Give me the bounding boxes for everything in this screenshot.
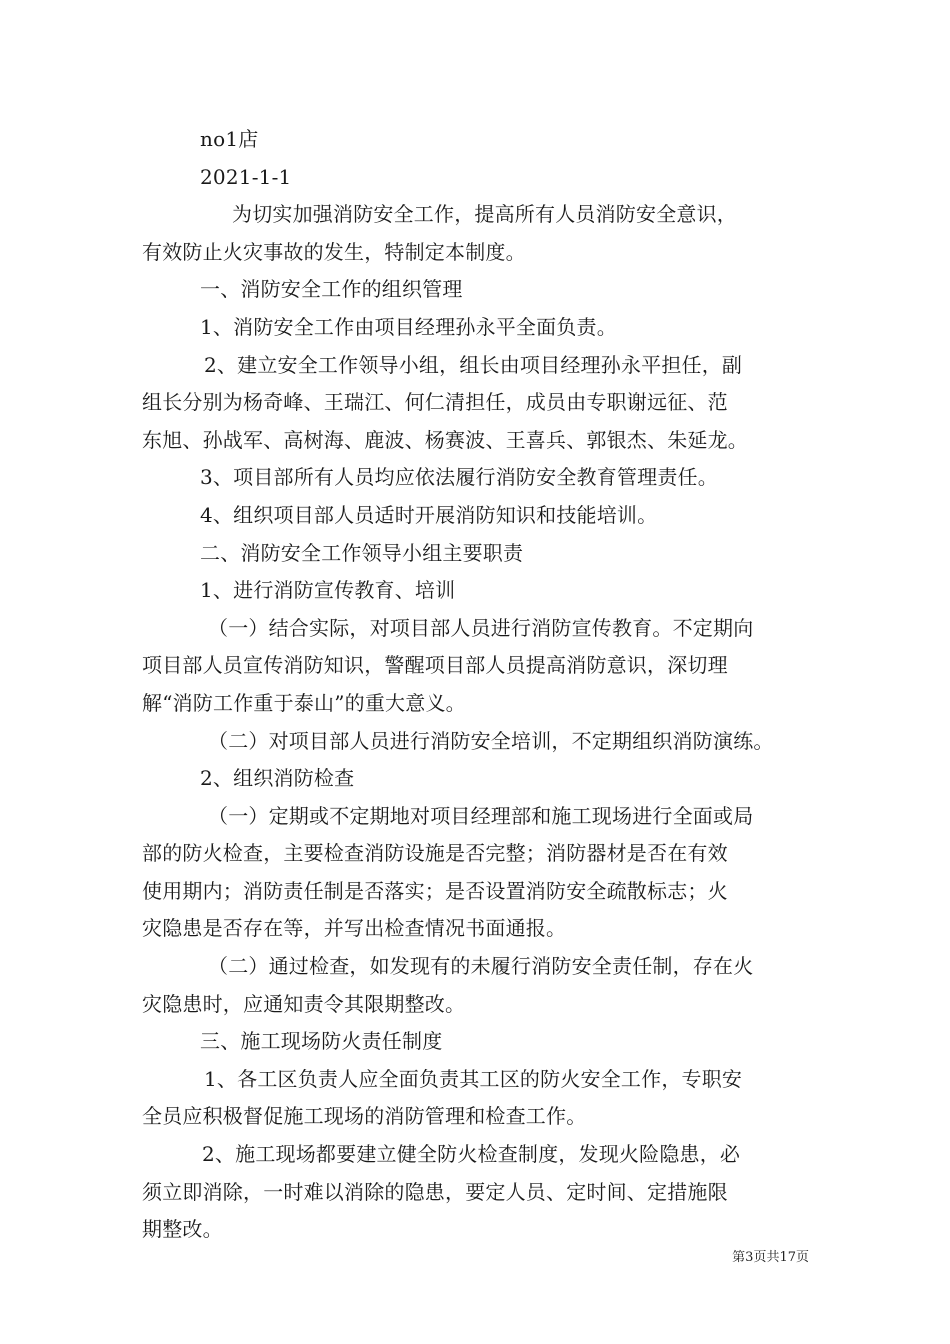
paragraph-row: 项目部人员宣传消防知识，警醒项目部人员提高消防意识，深切理 — [142, 653, 728, 678]
section-2-sub-2-heading: 2、组织消防检查 — [200, 766, 355, 791]
section-3-item-1 — [142, 1061, 812, 1136]
section-1-heading: 一、消防安全工作的组织管理 — [200, 277, 463, 302]
paragraph-row: 1、各工区负责人应全面负责其工区的防火安全工作，专职安 — [204, 1066, 743, 1091]
section-2-sub-2-paragraph-1 — [142, 798, 812, 948]
section-1-item-1: 1、消防安全工作由项目经理孙永平全面负责。 — [200, 314, 617, 339]
paragraph-row: 东旭、孙战军、高树海、鹿波、杨赛波、王喜兵、郭银杰、朱延龙。 — [142, 427, 748, 452]
document-body — [142, 121, 812, 1249]
section-2-sub-1-paragraph-1 — [142, 610, 812, 723]
section-1-item-3: 3、项目部所有人员均应依法履行消防安全教育管理责任。 — [200, 465, 718, 490]
page-number: 第3页共17页 — [732, 1250, 809, 1265]
paragraph-row: 部的防火检查，主要检查消防设施是否完整；消防器材是否在有效 — [142, 841, 728, 866]
intro-row: 为切实加强消防安全工作，提高所有人员消防安全意识， — [232, 202, 737, 227]
section-2-sub-1-heading: 1、进行消防宣传教育、培训 — [200, 578, 456, 603]
intro-paragraph — [142, 196, 812, 271]
paragraph-row: 灾隐患时，应通知责令其限期整改。 — [142, 991, 466, 1016]
section-2-sub-2-paragraph-2 — [142, 948, 812, 1023]
section-2-heading: 二、消防安全工作领导小组主要职责 — [200, 540, 524, 565]
section-1-item-2 — [142, 347, 812, 460]
paragraph-row: 灾隐患是否存在等，并写出检查情况书面通报。 — [142, 916, 567, 941]
section-3-heading: 三、施工现场防火责任制度 — [200, 1029, 443, 1054]
intro-row: 有效防止火灾事故的发生，特制定本制度。 — [142, 239, 526, 264]
paragraph-row: 期整改。 — [142, 1217, 223, 1242]
paragraph-row: （二）通过检查，如发现有的未履行消防安全责任制，存在火 — [208, 954, 754, 979]
paragraph-row: 解“消防工作重于泰山”的重大意义。 — [142, 690, 466, 715]
paragraph-row: 组长分别为杨奇峰、王瑞江、何仁清担任，成员由专职谢远征、范 — [142, 390, 728, 415]
paragraph-row: 使用期内；消防责任制是否落实；是否设置消防安全疏散标志；火 — [142, 878, 728, 903]
document-date: 2021-1-1 — [200, 164, 292, 189]
section-2-sub-1-paragraph-2: （二）对项目部人员进行消防安全培训，不定期组织消防演练。 — [208, 728, 774, 753]
store-name: no1店 — [200, 127, 259, 151]
section-3-item-2 — [142, 1136, 812, 1249]
paragraph-row: 全员应积极督促施工现场的消防管理和检查工作。 — [142, 1104, 587, 1129]
paragraph-row: （一）定期或不定期地对项目经理部和施工现场进行全面或局 — [208, 803, 754, 828]
section-1-item-4: 4、组织项目部人员适时开展消防知识和技能培训。 — [200, 502, 658, 527]
paragraph-row: （一）结合实际，对项目部人员进行消防宣传教育。不定期向 — [208, 615, 754, 640]
paragraph-row: 2、施工现场都要建立健全防火检查制度，发现火险隐患，必 — [202, 1142, 741, 1167]
paragraph-row: 须立即消除，一时难以消除的隐患，要定人员、定时间、定措施限 — [142, 1179, 728, 1204]
paragraph-row: 2、建立安全工作领导小组，组长由项目经理孙永平担任，副 — [204, 352, 743, 377]
